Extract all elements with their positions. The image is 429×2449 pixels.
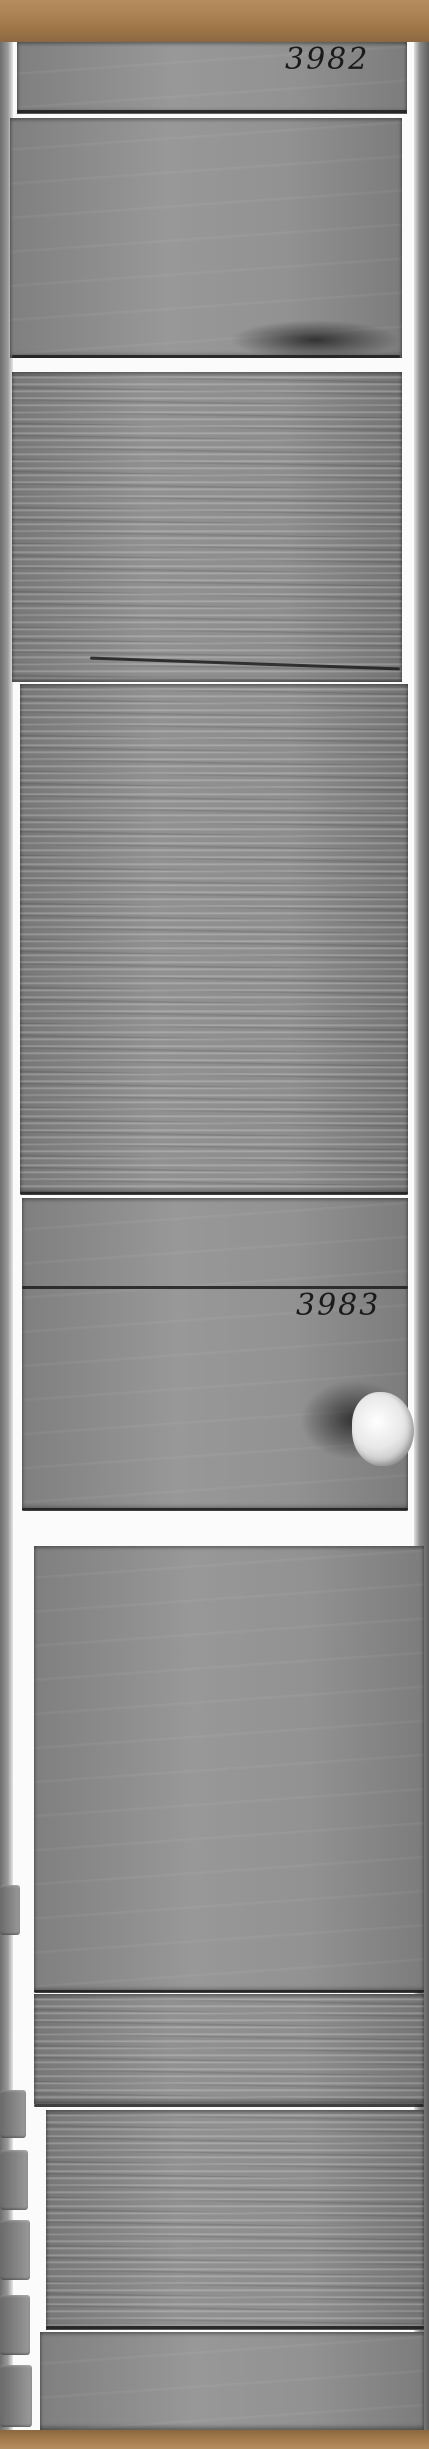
rubble-fragment bbox=[0, 2365, 32, 2427]
core-piece-6 bbox=[34, 1546, 424, 1992]
fracture bbox=[17, 110, 407, 113]
broken-chip bbox=[352, 1392, 414, 1466]
core-piece-8 bbox=[46, 2110, 424, 2330]
tray-bottom-edge bbox=[0, 2430, 429, 2449]
rubble-fragment bbox=[0, 2220, 30, 2280]
rubble-fragment bbox=[0, 2090, 26, 2138]
core-piece-9 bbox=[40, 2332, 424, 2430]
core-piece-3 bbox=[12, 372, 402, 682]
core-piece-4 bbox=[20, 684, 408, 1194]
fracture bbox=[20, 1192, 408, 1195]
fracture bbox=[34, 2104, 424, 2107]
depth-mark-3983: 3983 bbox=[296, 1288, 381, 1323]
fracture bbox=[12, 355, 400, 358]
fracture bbox=[34, 1990, 424, 1993]
shadow bbox=[230, 320, 400, 360]
tray-top-edge bbox=[0, 0, 429, 42]
fracture bbox=[22, 1508, 408, 1511]
core-piece-5 bbox=[22, 1198, 408, 1510]
rubble-fragment bbox=[0, 2150, 28, 2210]
rubble-fragment bbox=[0, 2295, 30, 2355]
fracture bbox=[46, 2326, 424, 2329]
rubble-fragment bbox=[0, 1885, 20, 1935]
depth-mark-3982: 3982 bbox=[285, 42, 370, 77]
core-piece-7 bbox=[34, 1994, 424, 2104]
